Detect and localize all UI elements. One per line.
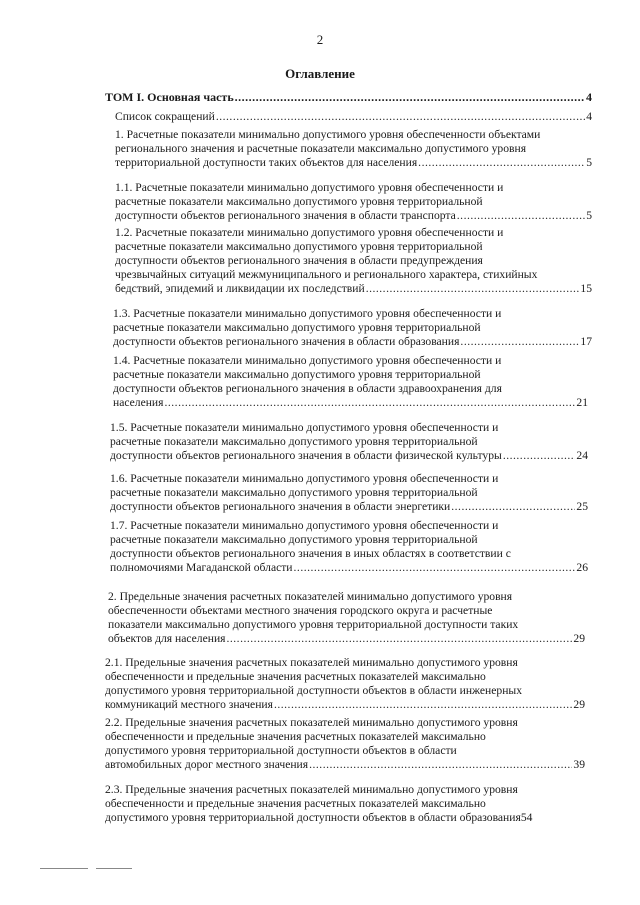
toc-entry-text: 1.2. Расчетные показатели минимально допустимого уровня обеспеченности и bbox=[115, 226, 504, 239]
toc-entry-text: территориальной доступности таких объектов для населения bbox=[115, 156, 418, 169]
toc-entry-last-line bbox=[115, 156, 592, 170]
toc-entry-text: 2.3. Предельные значения расчетных показателей минимально допустимого уровня bbox=[105, 783, 518, 796]
dot-leader bbox=[503, 449, 576, 463]
toc-entry-text: 2. Предельные значения расчетных показателей минимально допустимого уровня bbox=[108, 590, 513, 603]
toc-entry-text: обеспеченности и предельные значения расчетных показателей максимально bbox=[105, 797, 486, 810]
toc-entry bbox=[115, 181, 592, 223]
toc-entry-text: обеспеченности объектами местного значения городского округа и расчетные bbox=[108, 604, 493, 617]
toc-entry-text: чрезвычайных ситуаций межмуниципального и регионального характера, стихийных bbox=[115, 268, 538, 281]
toc-entry bbox=[108, 590, 585, 646]
toc-entry-last-line bbox=[105, 811, 585, 825]
toc-entry-text: обеспеченности и предельные значения расчетных показателей максимально bbox=[105, 670, 486, 683]
dot-leader bbox=[164, 396, 575, 410]
toc-entry-text: допустимого уровня территориальной доступности объектов в области образования bbox=[105, 811, 521, 824]
toc-entry bbox=[105, 656, 585, 712]
dot-leader bbox=[418, 156, 585, 170]
toc-entry-last-line bbox=[115, 282, 592, 296]
dot-leader bbox=[216, 110, 585, 124]
toc-page-number: 15 bbox=[580, 282, 592, 295]
toc-entry-text: доступности объектов регионального значения в области образования bbox=[113, 335, 460, 348]
toc-page-number: 39 bbox=[573, 758, 585, 771]
dot-leader bbox=[309, 758, 572, 772]
toc-entry-last-line bbox=[115, 110, 592, 124]
toc-entry-text: допустимого уровня территориальной доступности объектов в области bbox=[105, 744, 457, 757]
dot-leader bbox=[235, 90, 585, 104]
toc-entry-text: 1. Расчетные показатели минимально допустимого уровня обеспеченности объектами bbox=[115, 128, 541, 141]
toc-entry-text: показатели максимально допустимого уровня территориальной доступности таких bbox=[108, 618, 519, 631]
dot-leader bbox=[460, 335, 579, 349]
toc-entry-last-line bbox=[105, 758, 585, 772]
toc-entry-last-line bbox=[105, 698, 585, 712]
dot-leader bbox=[226, 632, 572, 646]
toc-entry-text: доступности объектов регионального значения в области предупреждения bbox=[115, 254, 483, 267]
toc-entry-text: 1.4. Расчетные показатели минимально допустимого уровня обеспеченности и bbox=[113, 354, 502, 367]
page-number: 2 bbox=[316, 32, 324, 47]
scan-artifact bbox=[40, 868, 88, 869]
toc-entry-text: расчетные показатели максимально допустимого уровня территориальной bbox=[110, 533, 478, 546]
toc-entry-text: доступности объектов регионального значения в иных областях в соответствии с bbox=[110, 547, 511, 560]
dot-leader bbox=[451, 500, 575, 514]
toc-entry bbox=[115, 128, 592, 170]
toc-entry-text: расчетные показатели максимально допустимого уровня территориальной bbox=[110, 486, 478, 499]
dot-leader bbox=[274, 698, 572, 712]
toc-entry-text: 1.5. Расчетные показатели минимально допустимого уровня обеспеченности и bbox=[110, 421, 499, 434]
toc-entry-text: объектов для населения bbox=[108, 632, 226, 645]
toc-entry-text: автомобильных дорог местного значения bbox=[105, 758, 309, 771]
toc-entry-text: доступности объектов регионального значения в области физической культуры bbox=[110, 449, 502, 462]
toc-page-number: 54 bbox=[520, 811, 533, 824]
toc-entry-text: Список сокращений bbox=[115, 110, 215, 123]
toc-entry-text: 2.1. Предельные значения расчетных показателей минимально допустимого уровня bbox=[105, 656, 518, 669]
toc-entry-text: 1.6. Расчетные показатели минимально допустимого уровня обеспеченности и bbox=[110, 472, 499, 485]
toc-entry-text: доступности объектов регионального значения в области здравоохранения для bbox=[113, 382, 502, 395]
toc-entry-last-line bbox=[110, 449, 588, 463]
toc-page-number: 4 bbox=[586, 110, 592, 123]
dot-leader bbox=[294, 561, 576, 575]
toc-entry bbox=[110, 519, 588, 575]
toc-page-number: 21 bbox=[576, 396, 588, 409]
toc-entry-last-line bbox=[113, 335, 592, 349]
toc-page-number: 4 bbox=[586, 90, 592, 104]
toc-entry-text: расчетные показатели максимально допустимого уровня территориальной bbox=[113, 321, 481, 334]
toc-page-number: 17 bbox=[580, 335, 592, 348]
toc-entry bbox=[105, 716, 585, 772]
toc-entry bbox=[105, 90, 592, 104]
toc-entry-last-line bbox=[110, 500, 588, 514]
toc-entry-text: доступности объектов регионального значения в области транспорта bbox=[115, 209, 456, 222]
toc-entry bbox=[110, 472, 588, 514]
toc-page-number: 25 bbox=[576, 500, 588, 513]
scan-artifact bbox=[96, 868, 132, 869]
toc-entry-text: доступности объектов регионального значения в области энергетики bbox=[110, 500, 451, 513]
toc-entry-last-line bbox=[105, 90, 592, 104]
toc-entry-text: расчетные показатели максимально допустимого уровня территориальной bbox=[115, 240, 483, 253]
toc-page-number: 5 bbox=[586, 209, 592, 222]
toc-entry bbox=[110, 421, 588, 463]
toc-entry bbox=[115, 226, 592, 296]
toc-entry-text: допустимого уровня территориальной доступности объектов в области инженерных bbox=[105, 684, 522, 697]
toc-entry bbox=[115, 110, 592, 124]
dot-leader bbox=[366, 282, 580, 296]
toc-entry bbox=[105, 783, 585, 825]
toc-entry-text: коммуникаций местного значения bbox=[105, 698, 273, 711]
toc-page-number: 24 bbox=[576, 449, 588, 462]
toc-entry-text: 2.2. Предельные значения расчетных показателей минимально допустимого уровня bbox=[105, 716, 518, 729]
toc-entry-text: бедствий, эпидемий и ликвидации их последствий bbox=[115, 282, 365, 295]
toc-entry-text: 1.1. Расчетные показатели минимально допустимого уровня обеспеченности и bbox=[115, 181, 504, 194]
toc-entry-text: регионального значения и расчетные показатели максимально допустимого уровня bbox=[115, 142, 527, 155]
toc-page-number: 5 bbox=[586, 156, 592, 169]
toc-entry-text: населения bbox=[113, 396, 164, 409]
toc-entry-text: обеспеченности и предельные значения расчетных показателей максимально bbox=[105, 730, 486, 743]
dot-leader bbox=[457, 209, 585, 223]
toc-entry-last-line bbox=[113, 396, 588, 410]
toc-entry-text: ТОМ I. Основная часть bbox=[105, 90, 234, 104]
toc-page-number: 29 bbox=[573, 698, 585, 711]
toc-entry-last-line bbox=[108, 632, 585, 646]
toc-entry-text: 1.3. Расчетные показатели минимально допустимого уровня обеспеченности и bbox=[113, 307, 502, 320]
toc-entry bbox=[113, 307, 592, 349]
toc-entry-text: 1.7. Расчетные показатели минимально допустимого уровня обеспеченности и bbox=[110, 519, 499, 532]
toc-entry-text: полномочиями Магаданской области bbox=[110, 561, 293, 574]
toc-entry-text: расчетные показатели максимально допустимого уровня территориальной bbox=[115, 195, 483, 208]
toc-entry-text: расчетные показатели максимально допустимого уровня территориальной bbox=[113, 368, 481, 381]
toc-entry-last-line bbox=[110, 561, 588, 575]
toc-title: Оглавление bbox=[285, 66, 355, 81]
toc-page-number: 29 bbox=[573, 632, 585, 645]
toc-entry bbox=[113, 354, 588, 410]
toc-entry-last-line bbox=[115, 209, 592, 223]
toc-page-number: 26 bbox=[576, 561, 588, 574]
toc-entry-text: расчетные показатели максимально допустимого уровня территориальной bbox=[110, 435, 478, 448]
